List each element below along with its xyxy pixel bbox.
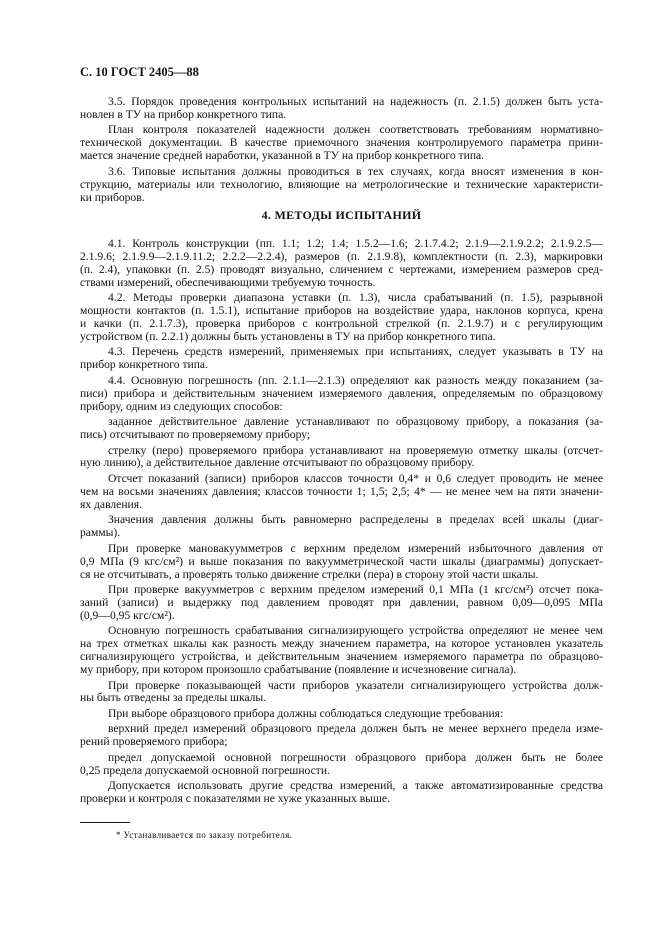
text-line: на трех отметках шкалы как разность между значением параметра, на которое установлен указатель bbox=[80, 637, 603, 651]
footnote-divider bbox=[80, 822, 130, 823]
text-line: 3.5. Порядок проведения контрольных испытаний на надежность (п. 2.1.5) должен быть уста- bbox=[108, 95, 603, 108]
text-line: верхний предел измерений образцового предела должен быть не менее верхнего предела изме- bbox=[108, 722, 603, 736]
text-line: При проверке мановакуумметров с верхним пределом измерений избыточного давления от bbox=[108, 541, 603, 555]
paragraph bbox=[80, 723, 603, 749]
paragraph bbox=[80, 780, 603, 806]
paragraph bbox=[80, 238, 603, 290]
text-line: ях давления. bbox=[80, 497, 142, 511]
text-line: раммы). bbox=[80, 526, 121, 540]
text-line: прибору, одним из следующих способов: bbox=[80, 399, 283, 413]
text-line: ную линию), а действительное давление отсчитывают по образцовому прибору. bbox=[80, 456, 475, 470]
text-line: новлен в ТУ на прибор конкретного типа. bbox=[80, 107, 287, 121]
paragraph bbox=[80, 680, 603, 706]
page-header: С. 10 ГОСТ 2405—88 bbox=[80, 65, 199, 79]
text-line: предел допускаемой основной погрешности образцового прибора должен быть не более bbox=[108, 750, 603, 764]
paragraph bbox=[80, 166, 603, 205]
text-line: ки приборов. bbox=[80, 190, 145, 204]
paragraph bbox=[80, 416, 603, 442]
text-line: прибор конкретного типа. bbox=[80, 358, 208, 372]
text-line: 4.3. Перечень средств измерений, применяемых при испытаниях, следует указывать в ТУ на bbox=[108, 345, 603, 359]
paragraph bbox=[80, 625, 603, 677]
text-line: стрелку (перо) проверяемого прибора устанавливают на проверяемую отметку шкалы (отсчет- bbox=[108, 443, 603, 457]
text-line: сигнализирующего устройства, и действительным значением измеряемого параметра по образцово- bbox=[80, 650, 603, 664]
text-line: При проверке вакуумметров с верхним пределом измерений 0,1 МПа (1 кгс/см²) отсчет пока- bbox=[108, 583, 603, 596]
text-line: Значения давления должны быть равномерно распределены в пределах всей шкалы (диаг- bbox=[108, 513, 603, 527]
text-line: писи) прибора и действительным значением измеряемого давления, определяемым по образцовому bbox=[80, 386, 603, 400]
text-line: План контроля показателей надежности должен соответствовать требованиям нормативно- bbox=[108, 123, 603, 137]
text-line: проверки и контроля с показателями не хуже указанных выше. bbox=[80, 792, 390, 806]
paragraph bbox=[80, 473, 603, 512]
text-line: 2.1.9.6; 2.1.9.9—2.1.9.11.2; 2.2.2—2.2.4), размеров (п. 2.1.9.8), комплектности (п. 2.3), маркировки bbox=[80, 249, 603, 263]
text-line: мается значение средней наработки, указанной в ТУ на прибор конкретного типа. bbox=[80, 149, 485, 163]
text-line: 4.2. Методы проверки диапазона уставки (п. 1.3), числа срабатываний (п. 1.5), разрывной bbox=[108, 291, 603, 305]
text-line: рений проверяемого прибора; bbox=[80, 735, 228, 749]
paragraph bbox=[80, 346, 603, 372]
paragraph bbox=[80, 543, 603, 582]
paragraph bbox=[80, 292, 603, 344]
text-line: (0,9—0,95 кгс/см²). bbox=[80, 608, 175, 622]
paragraph bbox=[80, 584, 603, 623]
text-line: технической документации. В качестве приемочного значения контролируемого параметра прини- bbox=[80, 136, 603, 150]
footnote: * Устанавливается по заказу потребителя. bbox=[116, 830, 293, 840]
text-line: (п. 2.4), упаковки (п. 2.5) проводят визуально, сличением с чертежами, измерением размеров сред- bbox=[80, 262, 603, 276]
text-line: 0,9 МПа (9 кгс/см²) и выше показания по вакуумметрической части шкалы (диаграммы) допускает- bbox=[80, 554, 603, 568]
section-3-text bbox=[80, 96, 603, 207]
paragraph bbox=[80, 124, 603, 163]
paragraph bbox=[80, 514, 603, 540]
text-line: 0,25 предела допускаемой основной погрешности. bbox=[80, 763, 330, 777]
paragraph bbox=[80, 96, 603, 122]
text-line: устройством (п. 2.2.1) должны быть установлены в ТУ на прибор конкретного типа. bbox=[80, 329, 496, 343]
text-line: заний (записи) и выдержку под давлением проводят при давлении, равном 0,09—0,095 МПа bbox=[80, 595, 603, 609]
text-line: ся не отсчитывать, а проверять только движение стрелки (пера) в сторону этой части шкалы. bbox=[80, 567, 539, 581]
section-heading: 4. МЕТОДЫ ИСПЫТАНИЙ bbox=[261, 208, 422, 222]
text-line: струкцию, материалы или технологию, влияющие на метрологические и технические характеристи- bbox=[80, 177, 603, 191]
paragraph bbox=[80, 375, 603, 414]
section-4-text bbox=[80, 238, 603, 809]
paragraph bbox=[80, 752, 603, 778]
text-line: ствами измерений, обеспечивающими требуемую точность. bbox=[80, 275, 376, 289]
text-line: и качки (п. 2.1.7.3), проверка приборов с контрольной стрелкой (п. 2.1.9.7) и с регулирующим bbox=[80, 317, 603, 331]
text-line: 4.4. Основную погрешность (пп. 2.1.1—2.1.3) определяют как разность между показанием (за- bbox=[108, 373, 603, 387]
text-line: чем на восьми значениях давления; классов точности 1; 1,5; 2,5; 4* — не менее чем на пяти значени- bbox=[80, 484, 603, 498]
paragraph bbox=[80, 708, 603, 721]
text-line: ны быть отведены за пределы шкалы. bbox=[80, 691, 267, 705]
text-line: му прибору, при котором произошло срабатывание (появление и исчезновение сигнала). bbox=[80, 663, 517, 677]
text-line: пись) отсчитывают по проверяемому прибору; bbox=[80, 428, 311, 442]
text-line: Допускается использовать другие средства измерений, а также автоматизированные средства bbox=[108, 779, 603, 793]
text-line: При выборе образцового прибора должны соблюдаться следующие требования: bbox=[108, 706, 504, 720]
text-line: Основную погрешность срабатывания сигнализирующего устройства определяют не менее чем bbox=[108, 624, 603, 638]
text-line: 4.1. Контроль конструкции (пп. 1.1; 1.2; 1.4; 1.5.2—1.6; 2.1.7.4.2; 2.1.9—2.1.9.2.2; 2.1.9.2.5— bbox=[108, 237, 603, 250]
text-line: заданное действительное давление устанавливают по образцовому прибору, а показания (за- bbox=[108, 415, 603, 429]
text-line: При проверке показывающей части приборов указатели сигнализирующего устройства долж- bbox=[108, 678, 603, 692]
text-line: мощности контактов (п. 1.5.1), испытание приборов на воздействие удара, наклонов корпуса, крена bbox=[80, 304, 603, 318]
paragraph bbox=[80, 445, 603, 471]
text-line: Отсчет показаний (записи) приборов классов точности 0,4* и 0,6 следует проводить не менее bbox=[108, 471, 603, 485]
text-line: 3.6. Типовые испытания должны проводиться в тех случаях, когда вносят изменения в кон- bbox=[108, 164, 603, 178]
